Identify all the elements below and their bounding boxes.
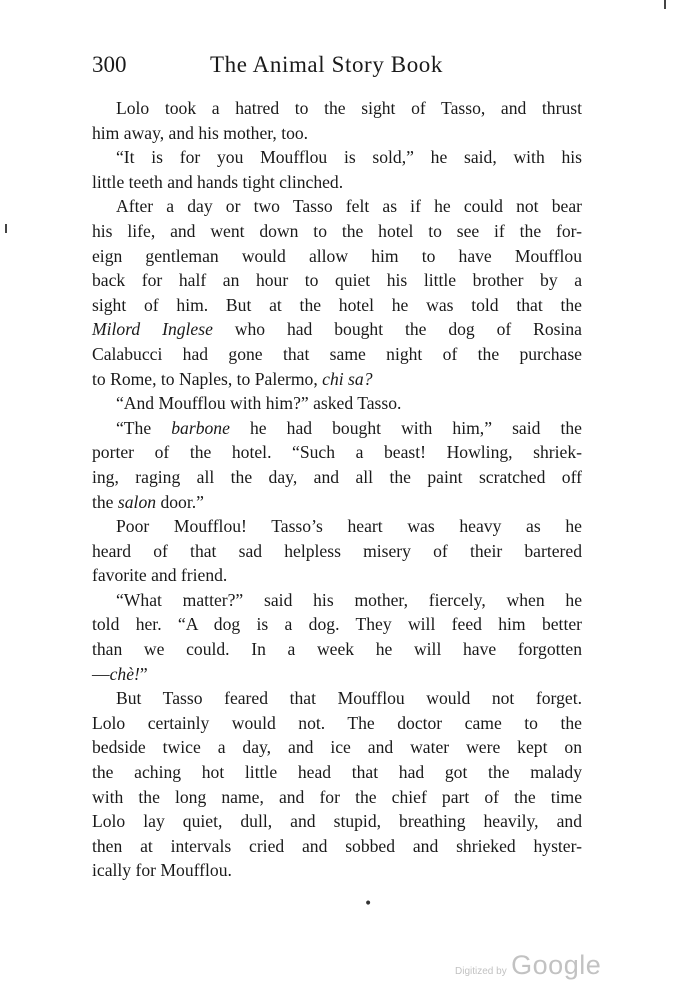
text-line: Lolo lay quiet, dull, and stupid, breathing heavily, and bbox=[92, 811, 582, 832]
text-line: After a day or two Tasso felt as if he could not bear bbox=[116, 196, 582, 217]
text-line: the salon door.” bbox=[92, 491, 204, 512]
body-text bbox=[92, 96, 582, 883]
text-line: Milord Inglese who had bought the dog of Rosina bbox=[92, 319, 582, 340]
text-line: then at intervals cried and sobbed and shrieked hyster- bbox=[92, 835, 582, 856]
text-line: But Tasso feared that Moufflou would not forget. bbox=[116, 688, 582, 709]
text-line: eign gentleman would allow him to have Moufflou bbox=[92, 245, 582, 266]
text-line: bedside twice a day, and ice and water were kept on bbox=[92, 737, 582, 758]
text-line: little teeth and hands tight clinched. bbox=[92, 171, 344, 192]
text-line: than we could. In a week he will have forgotten bbox=[92, 639, 582, 660]
text-line: porter of the hotel. “Such a beast! Howling, shriek- bbox=[92, 442, 582, 463]
text-line: him away, and his mother, too. bbox=[92, 122, 309, 143]
text-line: Poor Moufflou! Tasso’s heart was heavy as he bbox=[116, 516, 582, 537]
page-header bbox=[92, 52, 582, 82]
text-line: sight of him. But at the hotel he was told that the bbox=[92, 294, 582, 315]
text-line: “The barbone he had bought with him,” said the bbox=[116, 417, 582, 438]
text-line: told her. “A dog is a dog. They will feed him better bbox=[92, 614, 582, 635]
text-line: his life, and went down to the hotel to see if the for- bbox=[92, 220, 582, 241]
edge-mark-top-right bbox=[664, 0, 666, 9]
watermark-logo: Google bbox=[511, 950, 602, 980]
text-line: the aching hot little head that had got the malady bbox=[92, 762, 582, 783]
text-line: to Rome, to Naples, to Palermo, chi sa? bbox=[92, 368, 373, 389]
watermark-prefix: Digitized by bbox=[455, 966, 507, 977]
edge-mark-left bbox=[5, 224, 7, 233]
text-line: heard of that sad helpless misery of their bartered bbox=[92, 540, 582, 561]
text-line: with the long name, and for the chief part of the time bbox=[92, 786, 582, 807]
text-line: ing, raging all the day, and all the paint scratched off bbox=[92, 466, 582, 487]
text-line: ically for Moufflou. bbox=[92, 860, 232, 881]
stray-mark: • bbox=[364, 896, 373, 912]
page-number: 300 bbox=[92, 52, 127, 77]
digitized-watermark bbox=[455, 950, 601, 981]
text-line: —chè!” bbox=[92, 663, 148, 684]
text-line: Lolo took a hatred to the sight of Tasso, and thrust bbox=[116, 98, 582, 118]
running-title: The Animal Story Book bbox=[210, 52, 444, 77]
text-line: Lolo certainly would not. The doctor came to the bbox=[92, 712, 582, 733]
text-line: “It is for you Moufflou is sold,” he said, with his bbox=[116, 147, 582, 168]
text-line: back for half an hour to quiet his little brother by a bbox=[92, 270, 582, 291]
text-line: “And Moufflou with him?” asked Tasso. bbox=[116, 393, 402, 414]
text-line: “What matter?” said his mother, fiercely, when he bbox=[116, 589, 582, 610]
text-line: favorite and friend. bbox=[92, 565, 228, 586]
text-line: Calabucci had gone that same night of the purchase bbox=[92, 343, 582, 364]
